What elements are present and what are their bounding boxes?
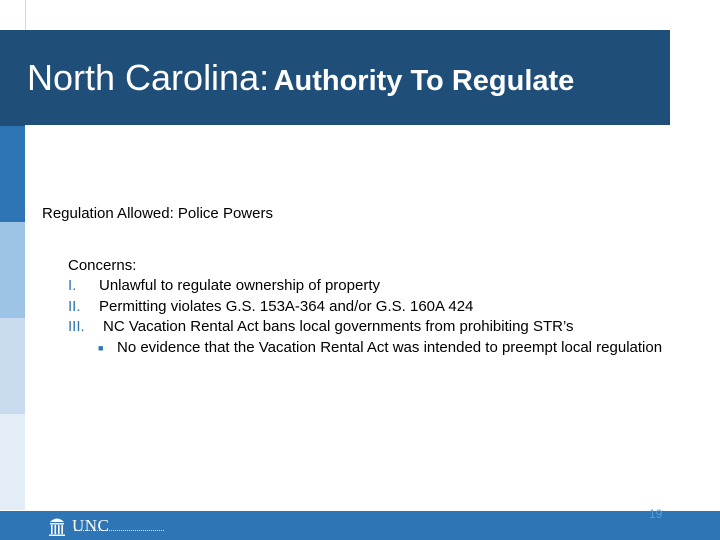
- sub-bullet-item: [98, 338, 665, 358]
- logo-text: UNC: [72, 516, 110, 535]
- list-item: [68, 276, 668, 297]
- list-item: [68, 317, 668, 338]
- concerns-list: [68, 256, 668, 358]
- unc-logo: [48, 514, 109, 538]
- strip-segment: [0, 30, 25, 126]
- list-item-text: NC Vacation Rental Act bans local governments from prohibiting STR’s: [103, 318, 574, 335]
- square-bullet-icon: ■: [98, 342, 104, 353]
- list-item-text: Permitting violates G.S. 153A-364 and/or G.S. 160A 424: [99, 297, 474, 315]
- regulation-allowed-text: Regulation Allowed: Police Powers: [42, 205, 273, 222]
- title-bar: [25, 30, 670, 125]
- list-numeral: II.: [68, 297, 81, 315]
- list-numeral: I.: [68, 277, 77, 294]
- page-number: 19: [649, 507, 663, 521]
- strip-segment: [0, 414, 25, 510]
- list-item: [68, 297, 668, 318]
- old-well-icon: [48, 515, 66, 537]
- strip-segment: [0, 126, 25, 222]
- slide-title: [25, 57, 574, 99]
- title-main: North Carolina:: [27, 56, 270, 98]
- logo-subtext-line: [74, 530, 164, 534]
- strip-segment: [0, 0, 26, 30]
- strip-segment: [0, 222, 25, 318]
- list-numeral: III.: [68, 318, 85, 335]
- list-item-text: Unlawful to regulate ownership of property: [99, 277, 380, 294]
- strip-segment: [0, 318, 25, 414]
- concerns-label: Concerns:: [68, 257, 137, 274]
- sub-bullet-text: No evidence that the Vacation Rental Act was intended to preempt local regulation: [117, 338, 663, 356]
- title-sub: Authority To Regulate: [273, 64, 575, 97]
- left-accent-strip: [0, 0, 25, 540]
